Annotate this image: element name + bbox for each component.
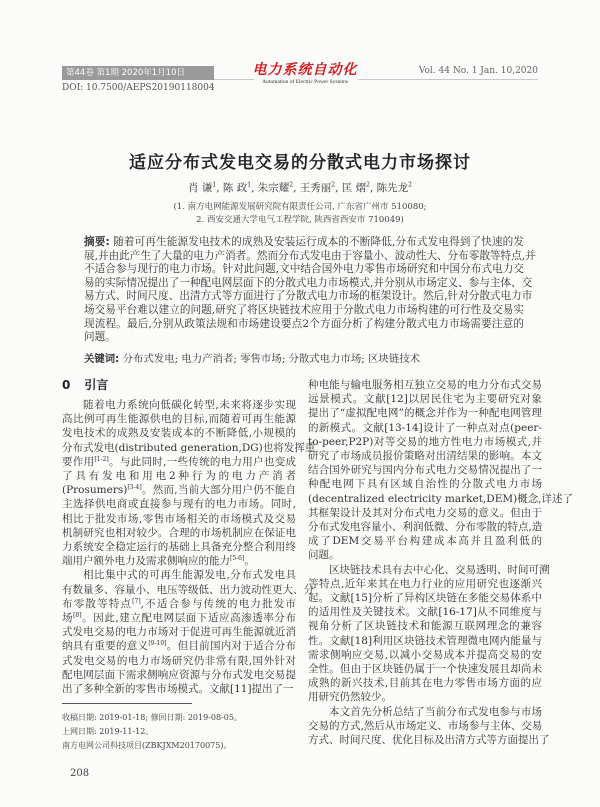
body-text-line: 出了多种全新的零售市场模式。文献[11]提出了一	[62, 683, 294, 696]
body-text-line: 成熟的新兴技术,目前其在电力零售市场方面的应	[308, 677, 542, 690]
body-text-line: 远景模式。文献[12]以居民住宅为主要研究对象	[308, 393, 542, 406]
abstract-line: 场交易平台难以建立的问题,研究了将区块链技术应用于分散式电力市场构建的可行性及交易实	[84, 303, 524, 316]
body-text-line: 种配电网下具有区域自治性的分散式电力市场	[308, 478, 542, 491]
body-text-line: 等特点,近年来其在电力行业的应用研究也逐渐兴	[308, 577, 542, 590]
body-text-line: 结合国外研究与国内分布式电力交易情况提出了一	[308, 464, 542, 477]
body-text-line: 式发电交易的电力市场对于促进可再生能源就近消	[62, 626, 296, 639]
citation-ref: [8]	[73, 612, 82, 620]
body-text-line: 研究了市场成员报价策略对出清结果的影响。本文	[308, 450, 542, 463]
footnote-online-date: 上网日期: 2019-11-12。	[62, 727, 154, 736]
author: 陈 政$^1$	[222, 181, 252, 194]
section-title: 引言	[84, 378, 109, 392]
body-text-line: 其框架设计及其对分布式电力交易的意义。但由于	[308, 506, 542, 519]
header-rule-left	[214, 79, 254, 80]
doi: DOI: 10.7500/AEPS20190118004	[62, 83, 215, 93]
body-text-line: (decentralized electricity market,DEM)概念,详述了	[308, 492, 574, 505]
abstract-line: 摘要: 随着可再生能源发电技术的成熟及安装运行成本的不断降低,分布式发电得到了快速的发	[84, 236, 524, 248]
body-text-line: 场[8]。因此,建立配电网层面下适应高渗透率分布	[62, 612, 297, 625]
body-text-line: 了具有发电和用电2种行为的电力产消者	[62, 470, 296, 483]
body-text-line: 起。文献[15]分析了异构区块链在多能交易体系中	[308, 592, 542, 605]
citation-ref: [5-6]	[230, 555, 245, 563]
right-column	[308, 378, 574, 747]
author-affiliation-mark: 2	[331, 181, 336, 189]
footnote-rule	[62, 703, 192, 704]
body-text-line: 随着电力系统向低碳化转型,未来将逐步实现	[83, 399, 296, 411]
journal-name-en: Automation of Electric Power Systems	[262, 79, 348, 85]
paper-title: 适应分布式发电交易的分散式电力市场探讨	[129, 153, 471, 173]
body-text-line: 成了DEM交易平台构建成本高并且盈利低的	[308, 535, 542, 548]
citation-ref: [3-4]	[127, 484, 142, 492]
abstract-line: 易方式、时间尺度、出清方式等方面进行了分散式电力市场的框架设计。然后,针对分散式电力市	[84, 290, 533, 303]
citation-ref: [9-10]	[148, 640, 167, 648]
abstract-line: 现流程。最后,分别从政策法规和市场建设要点2个方面分析了构建分散式电力市场需要注意的	[84, 317, 524, 330]
keywords-text: 分布式发电; 电力产消者; 零售市场; 分散式电力市场; 区块链技术	[119, 353, 420, 365]
body-text-line: 提出了“虚拟配电网”的概念并作为一种配电网管理	[308, 407, 542, 420]
author: 王秀丽$^2$	[299, 181, 336, 194]
abstract-line: 展,并由此产生了大量的电力产消者。然而分布式发电由于容量小、波动性大、分布零散等特点,并	[84, 249, 536, 262]
body-text-line: 纳具有重要的意义[9-10]。但目前国内对于适合分布	[62, 640, 297, 653]
page-number: 208	[70, 768, 90, 779]
affiliation-2: 2. 西安交通大学电气工程学院, 陕西省西安市 710049)	[196, 215, 404, 225]
body-text-line: 用研究仍然较少。	[308, 691, 392, 704]
section-heading	[62, 376, 108, 393]
keywords	[84, 350, 524, 365]
section-number: 0	[62, 378, 71, 392]
body-text-line: 视角分析了区块链技术和能源互联网理念的兼容	[308, 620, 542, 633]
author: 陈先龙$^2$	[376, 181, 412, 194]
journal-logo	[250, 62, 360, 86]
header-rule-right	[358, 79, 538, 80]
abstract	[84, 236, 536, 345]
body-text-line: (Prosumers)[3-4]。然而,当前大部分用户仍不能自	[62, 484, 296, 497]
body-text-line: 端用户额外电力及需求侧响应的能力[5-6]。	[62, 555, 255, 568]
author-affiliation-mark: 1	[247, 181, 252, 189]
author-affiliation-mark: 1	[212, 181, 217, 189]
issue-info: 第44卷 第1期 2020年1月10日	[62, 66, 214, 80]
author: 朱宗耀$^2$	[257, 181, 294, 194]
keywords-label: 关键词:	[84, 353, 120, 365]
author: 肖 谦$^1$	[188, 181, 217, 194]
body-text-line: 高比例可再生能源供电的目标,而随着可再生能源	[62, 413, 296, 426]
body-text-line: 相比于批发市场,零售市场相关的市场模式及交易	[62, 512, 296, 525]
volume-info: Vol. 44 No. 1 Jan. 10,2020	[418, 66, 538, 76]
author-affiliation-mark: 2	[366, 181, 370, 189]
body-text-line: 分布式发电容量小、利润低微、分布零散的特点,造	[308, 521, 543, 534]
body-text-line: 交易的方式,然后从市场定义、市场参与主体、交易	[308, 719, 543, 732]
body-text-line: 分布式发电(distributed generation,DG)也将发挥重	[62, 441, 316, 454]
author-affiliation-mark: 2	[408, 181, 412, 189]
journal-name-cn: 电力系统自动化	[252, 62, 358, 78]
body-text-line: 布零散等特点[7],不适合参与传统的电力批发市	[62, 597, 296, 610]
body-text-line: 性。文献[18]利用区块链技术管理微电网内能量与	[308, 634, 542, 647]
body-text-line: 全性。但由于区块链仍属于一个快速发展且却尚未	[308, 663, 542, 676]
abstract-line: 不适合参与现行的电力市场。针对此问题,文中结合国外电力零售市场研究和中国分布式电力交	[84, 263, 524, 276]
author: 匡 熠$^2$	[341, 181, 370, 194]
body-text-line: 的适用性及关键技术。文献[16-17]从不同维度与	[308, 606, 542, 619]
body-text-line: to-peer,P2P)对等交易的地方性电力市场模式,并	[308, 435, 542, 448]
body-text-line: 要作用[1-2]。与此同时,一些传统的电力用户也变成	[62, 455, 296, 468]
affiliation-1: (1. 南方电网能源发展研究院有限责任公司, 广东省广州市 510080;	[173, 202, 427, 212]
body-text-line: 本文首先分析总结了当前分布式发电参与市场	[329, 705, 542, 718]
left-column	[62, 398, 316, 696]
body-text-line: 问题。	[308, 549, 340, 562]
body-text-line: 区块链技术具有去中心化、交易透明、时间可溯	[329, 563, 550, 576]
abstract-line: 问题。	[84, 331, 116, 344]
body-text-line: 需求侧响应交易,以减小交易成本并提高交易的安	[308, 648, 542, 661]
citation-ref: [1-2]	[94, 455, 109, 463]
abstract-label: 摘要:	[84, 236, 110, 248]
citation-ref: [7]	[132, 597, 141, 605]
footnote-funding: 南方电网公司科技项目(ZBKJXM20170075)。	[62, 741, 232, 750]
body-text-line: 机制研究也相对较少。合理的市场机制应在保证电	[62, 526, 296, 539]
body-text-line: 式发电交易的电力市场研究仍非常有限,国外针对	[62, 654, 296, 667]
body-text-line: 力系统安全稳定运行的基础上具备充分整合利用终	[62, 541, 296, 554]
body-text-line: 的新模式。文献[13-14]设计了一种点对点(peer-	[308, 421, 542, 434]
body-text-line: 主选择供电商或直接参与现有的电力市场。同时,	[62, 498, 296, 511]
body-text-line: 配电网层面下需求侧响应资源与分布式发电交易提	[62, 668, 296, 681]
body-text-line: 相比集中式的可再生能源发电,分布式发电具	[83, 569, 296, 582]
abstract-line: 易的实际情况提出了一种配电网层面下的分散式电力市场模式,并分别从市场定义、参与主体、交	[84, 276, 533, 289]
body-text-line: 有数量多、容量小、电压等级低、出力波动性更大、分	[62, 583, 314, 596]
body-text-line: 种电能与输电服务相互独立交易的电力分布式交易	[308, 379, 542, 391]
body-text-line: 发电技术的成熟及安装成本的不断降低,小规模的	[62, 427, 296, 440]
author-list: 肖 谦$^1$, 陈 政$^1$, 朱宗耀$^2$, 王秀丽$^2$, 匡 熠$^2$, 陈先龙$^2$	[188, 181, 412, 194]
body-text-line: 方式、时间尺度、优化目标及出清方式等方面提出了	[308, 734, 550, 747]
footnote-dates: 收稿日期: 2019-01-18; 修回日期: 2019-08-05。	[62, 713, 242, 722]
author-affiliation-mark: 2	[289, 181, 294, 189]
